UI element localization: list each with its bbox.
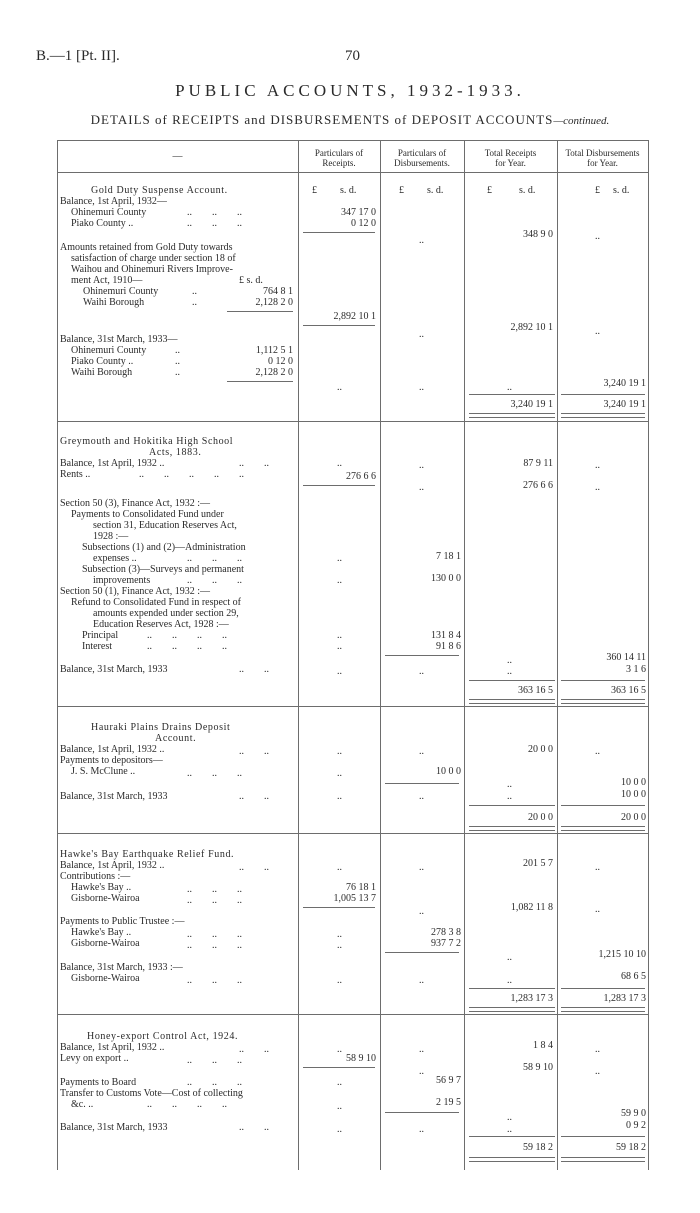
- page-title: PUBLIC ACCOUNTS, 1932-1933.: [175, 81, 525, 100]
- leader-dots: ..: [419, 460, 424, 471]
- gold-balance-close: Balance, 31st March, 1933—: [60, 334, 178, 345]
- double-rule: [561, 1007, 645, 1012]
- hawkes-total-receipt-1: 201 5 7: [523, 858, 553, 869]
- col-header-total-receipts: [464, 148, 557, 168]
- section-rule: [57, 833, 649, 834]
- grey-receipt-1: 276 6 6: [346, 471, 376, 482]
- leader-dots: ..: [507, 1112, 512, 1123]
- leader-dots: ..: [419, 666, 424, 677]
- hauraki-total-disb-1: 10 0 0: [621, 777, 646, 788]
- col-line-1: [298, 140, 299, 1170]
- leader-dots: ..: [595, 1044, 600, 1055]
- gold-receipt-2: 0 12 0: [351, 218, 376, 229]
- grey-disb-1: 7 18 1: [436, 551, 461, 562]
- leader-dots: .. .. ..: [187, 207, 242, 218]
- col-line-4: [557, 140, 558, 1170]
- subtotal-rule: [303, 485, 375, 486]
- leader-dots: .. .. ..: [187, 218, 242, 229]
- gold-retained-l3: Waihou and Ohinemuri Rivers Improve-: [71, 264, 233, 275]
- subtotal-rule: [303, 1067, 375, 1068]
- hawkes-receipt-2: 1,005 13 7: [333, 893, 376, 904]
- grey-total-receipt-2: 276 6 6: [523, 480, 553, 491]
- leader-dots: ..: [337, 641, 342, 652]
- subtotal-rule: [385, 1112, 459, 1113]
- leader-dots: ..: [175, 367, 180, 378]
- col-line-5: [648, 140, 649, 1170]
- total-rule: [561, 394, 645, 395]
- subtotal-rule: [303, 907, 375, 908]
- grey-rents: Rents ..: [60, 469, 91, 480]
- leader-dots: ..: [507, 382, 512, 393]
- leader-dots: ..: [192, 286, 197, 297]
- leader-dots: ..: [175, 356, 180, 367]
- leader-dots: .. .. ..: [187, 553, 242, 564]
- subtotal-rule: [303, 232, 375, 233]
- leader-dots: ..: [419, 482, 424, 493]
- grey-title-1: Greymouth and Hokitika High School: [60, 436, 234, 447]
- hauraki-title-1: Hauraki Plains Drains Deposit: [91, 722, 231, 733]
- leader-dots: ..: [337, 1077, 342, 1088]
- col-header-receipts: [298, 148, 380, 168]
- total-rule: [561, 988, 645, 989]
- subtotal-rule: [385, 655, 459, 656]
- honey-balance-close: Balance, 31st March, 1933: [60, 1122, 168, 1133]
- leader-dots: ..: [337, 940, 342, 951]
- hauraki-total-receipts: 20 0 0: [528, 812, 553, 823]
- leader-dots: ..: [337, 458, 342, 469]
- unit-sd-tr: [519, 186, 535, 196]
- hawkes-total-disb-1: 1,215 10 10: [598, 949, 646, 960]
- grey-pay-l1: Payments to Consolidated Fund under: [71, 509, 224, 520]
- leader-dots: ..: [595, 746, 600, 757]
- hawkes-balance-close: Balance, 31st March, 1933 :—: [60, 962, 183, 973]
- hawkes-title: Hawke's Bay Earthquake Relief Fund.: [60, 849, 235, 860]
- honey-disb-1: 56 9 7: [436, 1075, 461, 1086]
- leader-dots: ..: [337, 1101, 342, 1112]
- leader-dots: .. .. .. ..: [147, 1099, 227, 1110]
- hawkes-hb: Hawke's Bay ..: [71, 882, 132, 893]
- gold-ohinemuri-2-val: 764 8 1: [263, 286, 293, 297]
- leader-dots: ..: [595, 1066, 600, 1077]
- leader-dots: ..: [337, 791, 342, 802]
- grey-principal: Principal: [82, 630, 119, 641]
- hawkes-total-disbursements: 1,283 17 3: [603, 993, 646, 1004]
- leader-dots: ..: [337, 975, 342, 986]
- grey-disb-3: 131 8 4: [431, 630, 461, 641]
- leader-dots: .. .. ..: [187, 768, 242, 779]
- hauraki-payments: Payments to depositors—: [60, 755, 163, 766]
- hauraki-disb-1: 10 0 0: [436, 766, 461, 777]
- hawkes-gw-3: Gisborne-Wairoa: [71, 973, 140, 984]
- gold-waihi: Waihi Borough: [83, 297, 145, 308]
- leader-dots: ..: [595, 326, 600, 337]
- honey-total-receipt-1: 1 8 4: [533, 1040, 553, 1051]
- gold-waihi-val: 2,128 2 0: [255, 297, 293, 308]
- gold-retained-l4: ment Act, 1910—: [71, 275, 143, 286]
- leader-dots: .. .. ..: [187, 884, 242, 895]
- unit-pound-tr: £: [487, 185, 492, 196]
- gold-close-ohinemuri: Ohinemuri County: [71, 345, 147, 356]
- honey-receipt-1: 58 9 10: [346, 1053, 376, 1064]
- hawkes-balance-open: Balance, 1st April, 1932 ..: [60, 860, 165, 871]
- section-rule: [57, 706, 649, 707]
- grey-sub2-a: Subsection (3)—Surveys and permanent: [82, 564, 244, 575]
- hawkes-disb-1: 278 3 8: [431, 927, 461, 938]
- grey-refund-l1: Refund to Consolidated Fund in respect of: [71, 597, 241, 608]
- leader-dots: .. .. ..: [187, 1077, 242, 1088]
- leader-dots: ..: [419, 329, 424, 340]
- leader-dots: .. .. ..: [187, 940, 242, 951]
- leader-dots: ..: [337, 1044, 342, 1055]
- unit-d: d.: [621, 185, 630, 196]
- col-header-description: —: [172, 151, 183, 162]
- leader-dots: ..: [595, 482, 600, 493]
- subtotal-rule: [385, 952, 459, 953]
- unit-pound-td: £: [595, 185, 600, 196]
- grey-total-disb-1: 360 14 11: [606, 652, 646, 663]
- section-rule: [57, 421, 649, 422]
- col-header-receipts-l2: Receipts.: [322, 158, 356, 168]
- leader-dots: ..: [337, 768, 342, 779]
- grey-total-receipts: 363 16 5: [518, 685, 553, 696]
- honey-total-disb-1: 59 9 0: [621, 1108, 646, 1119]
- grey-s50-1: Section 50 (1), Finance Act, 1932 :—: [60, 586, 210, 597]
- double-rule: [561, 826, 645, 831]
- page-reference: B.—1 [Pt. II].: [36, 48, 120, 64]
- hawkes-total-receipt-2: 1,082 11 8: [510, 902, 553, 913]
- leader-dots: ..: [337, 630, 342, 641]
- grey-balance-open: Balance, 1st April, 1932 ..: [60, 458, 165, 469]
- leader-dots: ..: [419, 862, 424, 873]
- gold-total-receipt-2: 2,892 10 1: [510, 322, 553, 333]
- col-header-tr-l2: for Year.: [495, 158, 526, 168]
- double-rule: [561, 699, 645, 704]
- total-rule: [469, 988, 555, 989]
- grey-disb-4: 91 8 6: [436, 641, 461, 652]
- hawkes-hb-2: Hawke's Bay ..: [71, 927, 132, 938]
- total-rule: [561, 1136, 645, 1137]
- leader-dots: .. ..: [239, 1122, 269, 1133]
- col-line-2: [380, 140, 381, 1170]
- unit-sd-receipts: [340, 186, 356, 196]
- leader-dots: ..: [419, 1066, 424, 1077]
- col-header-disb-l2: Disbursements.: [394, 158, 450, 168]
- gold-close-waihi: Waihi Borough: [71, 367, 133, 378]
- honey-transfer-2: &c. ..: [71, 1099, 94, 1110]
- unit-s: s.: [613, 185, 620, 196]
- unit-s: s.: [340, 185, 347, 196]
- leader-dots: .. ..: [239, 664, 269, 675]
- gold-piako: Piako County ..: [71, 218, 134, 229]
- leader-dots: ..: [337, 862, 342, 873]
- total-rule: [469, 680, 555, 681]
- grey-balance-close: Balance, 31st March, 1933: [60, 664, 168, 675]
- gold-total-receipts: 3,240 19 1: [510, 399, 553, 410]
- leader-dots: ..: [507, 666, 512, 677]
- grey-total-disb-2: 3 1 6: [626, 664, 646, 675]
- leader-dots: .. ..: [239, 791, 269, 802]
- total-rule: [469, 394, 555, 395]
- unit-d: d.: [348, 185, 357, 196]
- hauraki-balance-close: Balance, 31st March, 1933: [60, 791, 168, 802]
- double-rule: [561, 413, 645, 418]
- double-rule: [469, 826, 555, 831]
- col-header-tr-l1: Total Receipts: [484, 148, 537, 158]
- unit-d: d.: [435, 185, 444, 196]
- total-rule: [561, 805, 645, 806]
- hauraki-balance-open: Balance, 1st April, 1932 ..: [60, 744, 165, 755]
- grey-pay-l2: section 31, Education Reserves Act,: [93, 520, 237, 531]
- gold-close-ohinemuri-val: 1,112 5 1: [255, 345, 293, 356]
- col-header-td-l2: for Year.: [587, 158, 618, 168]
- leader-dots: .. .. ..: [187, 1055, 242, 1066]
- leader-dots: ..: [595, 460, 600, 471]
- leader-dots: ..: [175, 345, 180, 356]
- gold-close-waihi-val: 2,128 2 0: [255, 367, 293, 378]
- leader-dots: ..: [337, 929, 342, 940]
- hawkes-disb-2: 937 7 2: [431, 938, 461, 949]
- grey-sub1-a: Subsections (1) and (2)—Administration: [82, 542, 246, 553]
- leader-dots: ..: [507, 791, 512, 802]
- col-line-0: [57, 140, 58, 1170]
- leader-dots: ..: [595, 862, 600, 873]
- hawkes-payments: Payments to Public Trustee :—: [60, 916, 185, 927]
- gold-receipt-3: 2,892 10 1: [333, 311, 376, 322]
- gold-balance-open: Balance, 1st April, 1932—: [60, 196, 167, 207]
- unit-d: d.: [527, 185, 536, 196]
- leader-dots: ..: [595, 904, 600, 915]
- gold-retained-l1: Amounts retained from Gold Duty towards: [60, 242, 233, 253]
- honey-total-receipt-2: 58 9 10: [523, 1062, 553, 1073]
- grey-interest: Interest: [82, 641, 112, 652]
- leader-dots: ..: [507, 1124, 512, 1135]
- gold-ohinemuri: Ohinemuri County: [71, 207, 147, 218]
- leader-dots: ..: [419, 746, 424, 757]
- leader-dots: ..: [419, 1124, 424, 1135]
- unit-sd-disb: [427, 186, 443, 196]
- hauraki-title-2: Account.: [155, 733, 197, 744]
- subtotal-rule: [227, 381, 293, 382]
- leader-dots: ..: [337, 746, 342, 757]
- page-subtitle: [0, 112, 700, 128]
- honey-balance-open: Balance, 1st April, 1932 ..: [60, 1042, 165, 1053]
- unit-pound-disb: £: [399, 185, 404, 196]
- leader-dots: ..: [419, 1044, 424, 1055]
- leader-dots: ..: [419, 906, 424, 917]
- grey-refund-l3: Education Reserves Act, 1928 :—: [93, 619, 229, 630]
- gold-receipt-1: 347 17 0: [341, 207, 376, 218]
- grey-disb-2: 130 0 0: [431, 573, 461, 584]
- grey-s50-3: Section 50 (3), Finance Act, 1932 :—: [60, 498, 210, 509]
- leader-dots: ..: [337, 575, 342, 586]
- page-number: 70: [345, 48, 360, 64]
- hawkes-gw-2: Gisborne-Wairoa: [71, 938, 140, 949]
- honey-total-disb-2: 0 9 2: [626, 1120, 646, 1131]
- leader-dots: .. .. ..: [187, 929, 242, 940]
- unit-pound-receipts: £: [312, 185, 317, 196]
- leader-dots: ..: [337, 382, 342, 393]
- leader-dots: ..: [507, 952, 512, 963]
- hauraki-total-disb-2: 10 0 0: [621, 789, 646, 800]
- grey-sub1-b: expenses ..: [93, 553, 137, 564]
- grey-pay-l3: 1928 :—: [93, 531, 129, 542]
- leader-dots: .. .. .. ..: [147, 641, 227, 652]
- leader-dots: ..: [507, 975, 512, 986]
- leader-dots: ..: [337, 553, 342, 564]
- table-top-rule: [57, 140, 649, 141]
- total-rule: [469, 1136, 555, 1137]
- leader-dots: .. .. ..: [187, 975, 242, 986]
- honey-transfer-1: Transfer to Customs Vote—Cost of collecting: [60, 1088, 243, 1099]
- leader-dots: ..: [419, 975, 424, 986]
- subtotal-rule: [303, 325, 375, 326]
- col-line-3: [464, 140, 465, 1170]
- gold-total-receipt-1: 348 9 0: [523, 229, 553, 240]
- gold-title: Gold Duty Suspense Account.: [91, 185, 228, 196]
- section-rule: [57, 1014, 649, 1015]
- unit-s: s.: [427, 185, 434, 196]
- gold-close-piako-val: 0 12 0: [268, 356, 293, 367]
- gold-ohinemuri-2: Ohinemuri County: [83, 286, 159, 297]
- hawkes-contributions: Contributions :—: [60, 871, 131, 882]
- double-rule: [561, 1157, 645, 1162]
- leader-dots: ..: [507, 655, 512, 666]
- gold-total-disbursements: 3,240 19 1: [603, 399, 646, 410]
- col-header-td-l1: Total Disbursements: [565, 148, 640, 158]
- grey-total-receipt-1: 87 9 11: [523, 458, 553, 469]
- double-rule: [469, 699, 555, 704]
- hawkes-gw: Gisborne-Wairoa: [71, 893, 140, 904]
- leader-dots: ..: [192, 297, 197, 308]
- leader-dots: .. ..: [239, 862, 269, 873]
- col-header-disb-l1: Particulars of: [397, 148, 447, 158]
- leader-dots: .. ..: [239, 1044, 269, 1055]
- hawkes-total-receipts: 1,283 17 3: [510, 993, 553, 1004]
- subtitle-text: DETAILS of RECEIPTS and DISBURSEMENTS of DEPOSIT ACCOUNTS: [90, 112, 554, 127]
- hauraki-mcclune: J. S. McClune ..: [71, 766, 136, 777]
- unit-s: s.: [519, 185, 526, 196]
- leader-dots: .. ..: [239, 746, 269, 757]
- col-header-total-disbursements: [557, 148, 648, 168]
- hawkes-total-disb-2: 68 6 5: [621, 971, 646, 982]
- leader-dots: .. .. ..: [187, 895, 242, 906]
- leader-dots: .. ..: [239, 458, 269, 469]
- header-rule: [57, 172, 649, 173]
- leader-dots: .. .. .. .. ..: [139, 469, 244, 480]
- grey-total-disbursements: 363 16 5: [611, 685, 646, 696]
- honey-disb-2: 2 19 5: [436, 1097, 461, 1108]
- double-rule: [469, 1007, 555, 1012]
- double-rule: [469, 1157, 555, 1162]
- hauraki-total-receipt-1: 20 0 0: [528, 744, 553, 755]
- total-rule: [561, 680, 645, 681]
- leader-dots: .. .. .. ..: [147, 630, 227, 641]
- leader-dots: ..: [419, 791, 424, 802]
- gold-close-piako: Piako County ..: [71, 356, 134, 367]
- col-header-disbursements: [380, 148, 464, 168]
- gold-total-disb-1: 3,240 19 1: [603, 378, 646, 389]
- honey-payments: Payments to Board: [60, 1077, 137, 1088]
- leader-dots: ..: [337, 1124, 342, 1135]
- honey-levy: Levy on export ..: [60, 1053, 129, 1064]
- double-rule: [469, 413, 555, 418]
- leader-dots: ..: [419, 235, 424, 246]
- leader-dots: ..: [337, 666, 342, 677]
- subtotal-rule: [227, 311, 293, 312]
- leader-dots: .. .. ..: [187, 575, 242, 586]
- unit-sd-td: [613, 186, 629, 196]
- hawkes-receipt-1: 76 18 1: [346, 882, 376, 893]
- subtitle-continued: —continued.: [553, 115, 610, 127]
- leader-dots: ..: [507, 779, 512, 790]
- subtotal-rule: [385, 783, 459, 784]
- honey-total-receipts: 59 18 2: [523, 1142, 553, 1153]
- grey-refund-l2: amounts expended under section 29,: [93, 608, 239, 619]
- gold-retained-units: £ s. d.: [239, 275, 263, 286]
- deposit-accounts-table: [57, 140, 649, 1170]
- grey-sub2-b: improvements: [93, 575, 151, 586]
- leader-dots: ..: [595, 231, 600, 242]
- hauraki-total-disbursements: 20 0 0: [621, 812, 646, 823]
- gold-retained-l2: satisfaction of charge under section 18 of: [71, 253, 236, 264]
- grey-title-2: Acts, 1883.: [149, 447, 202, 458]
- col-header-receipts-l1: Particulars of: [314, 148, 364, 158]
- honey-title: Honey-export Control Act, 1924.: [87, 1031, 239, 1042]
- honey-total-disbursements: 59 18 2: [616, 1142, 646, 1153]
- leader-dots: ..: [419, 382, 424, 393]
- total-rule: [469, 805, 555, 806]
